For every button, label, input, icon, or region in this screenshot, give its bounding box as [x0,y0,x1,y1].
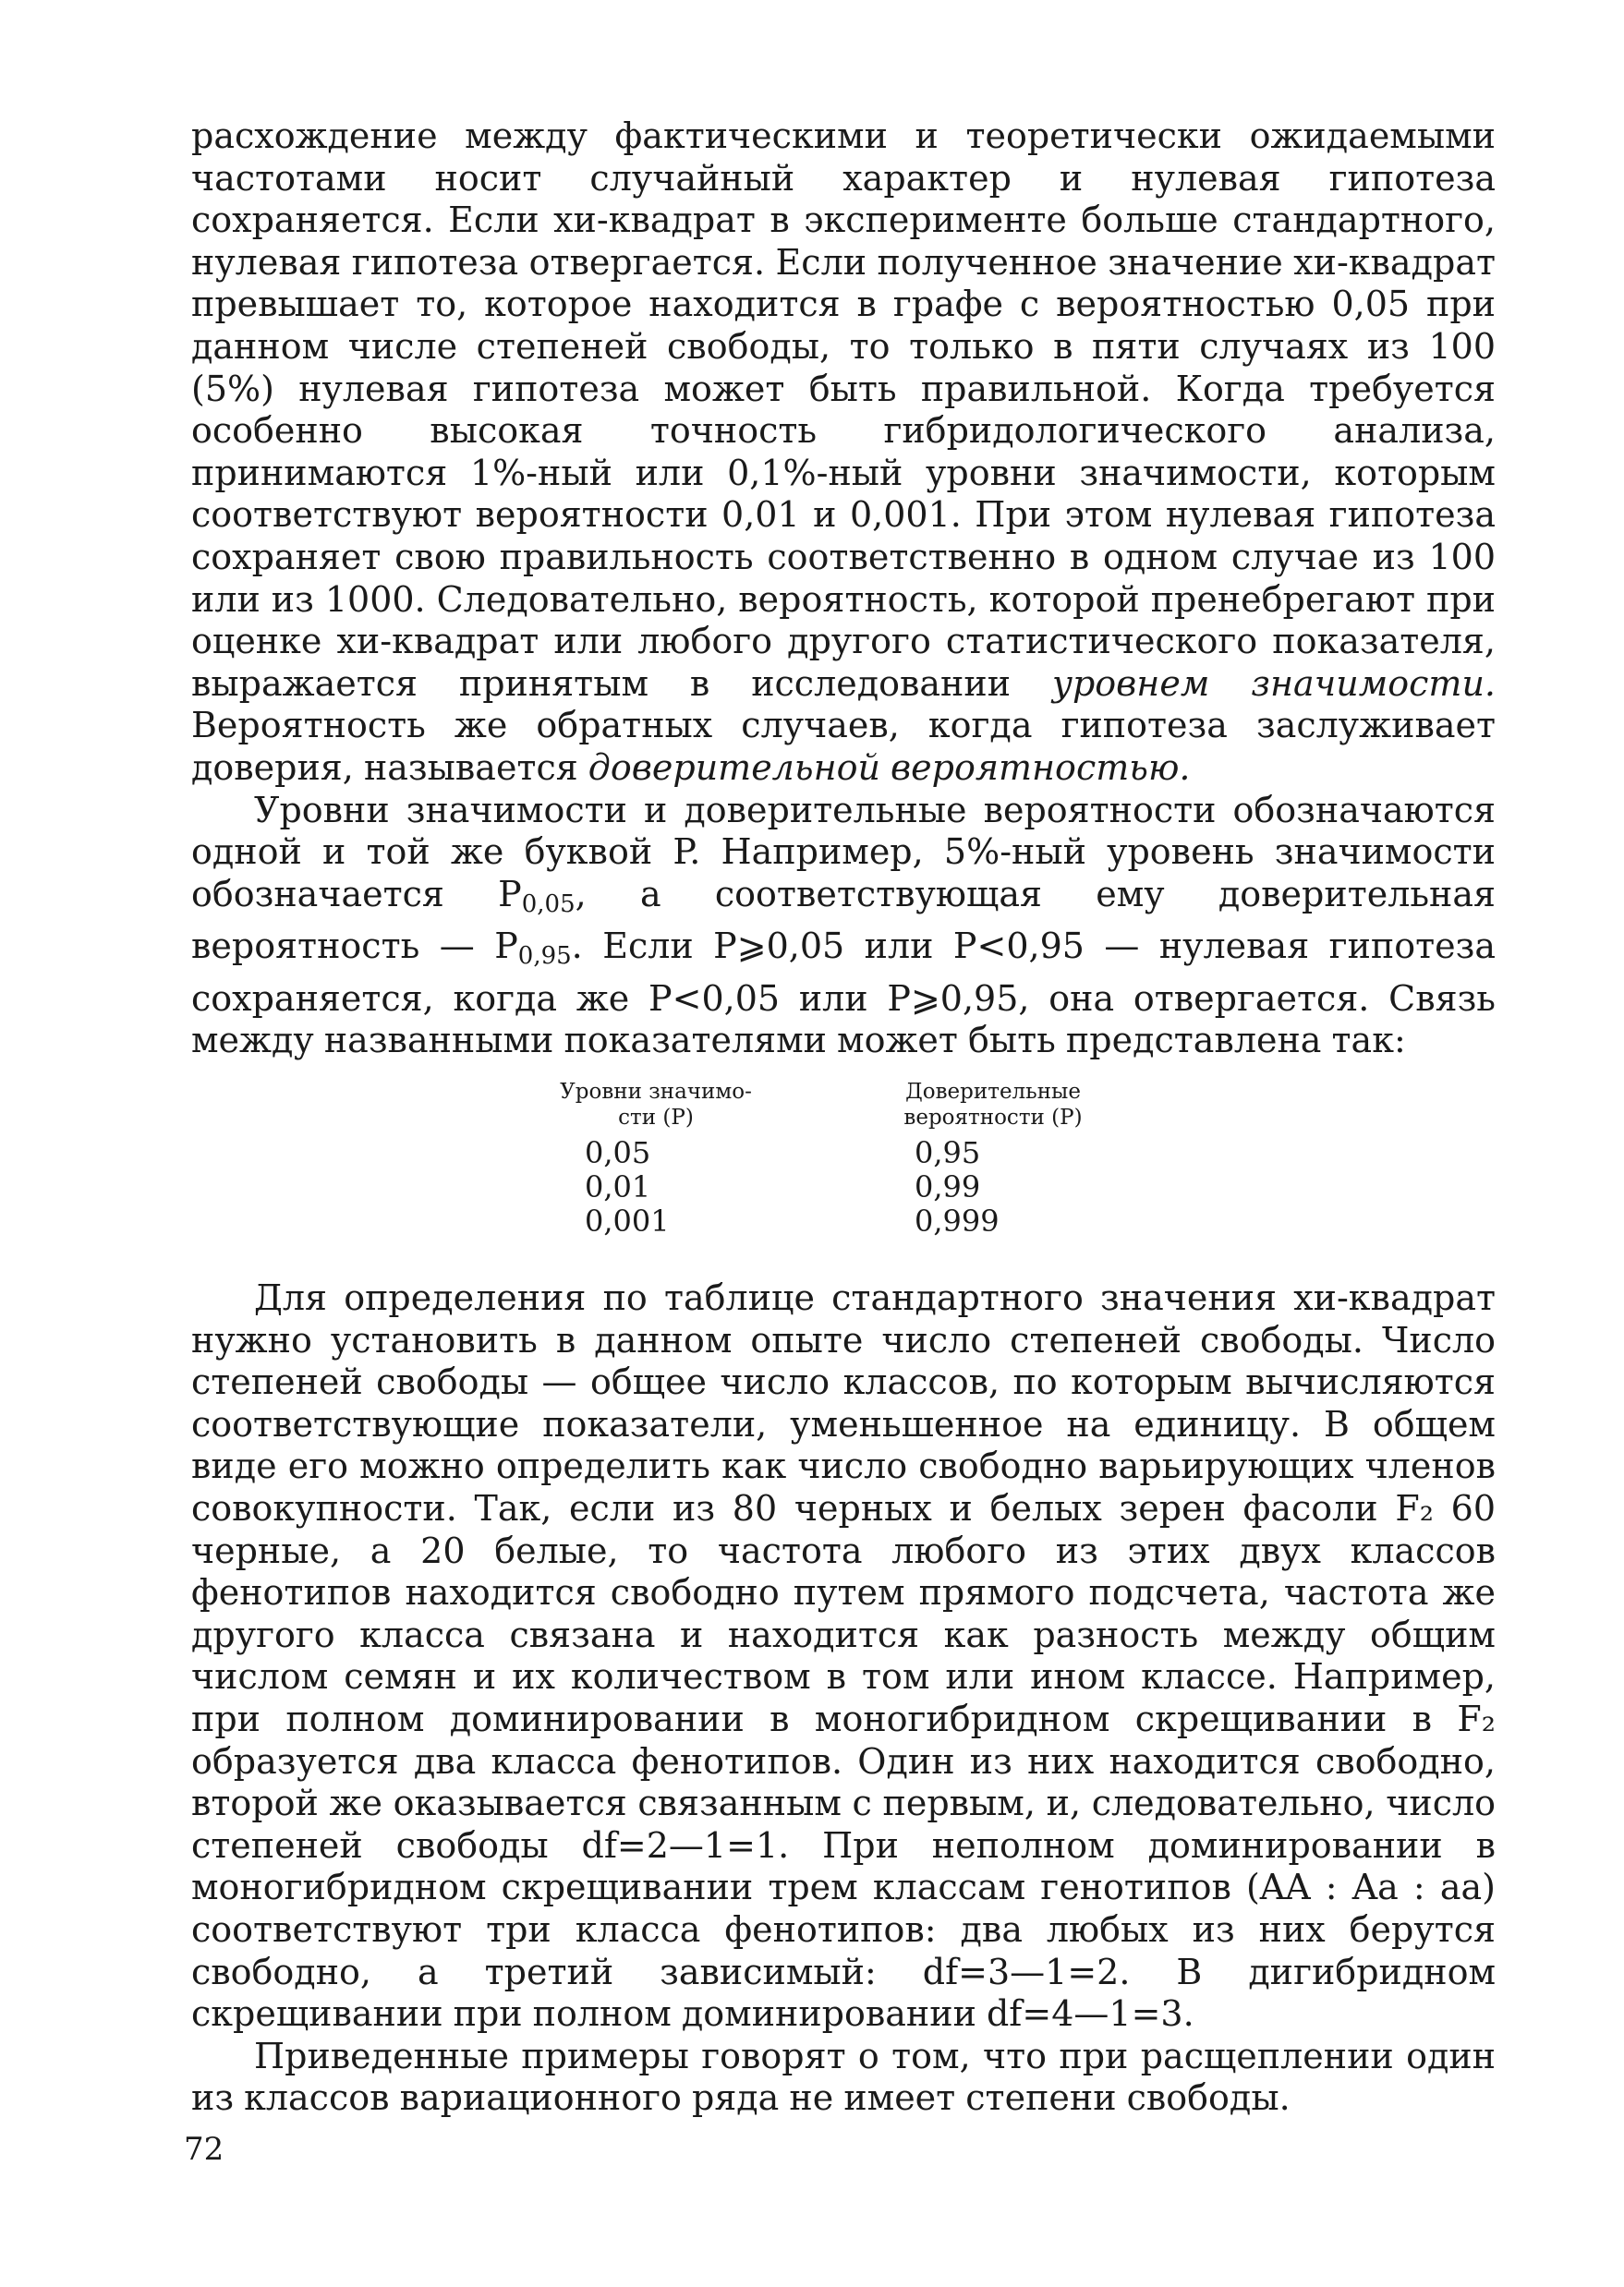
term-significance-level: уровнем значимости. [1051,662,1497,704]
table-header [522,1079,1187,1131]
table-row: 0,001 0,999 [585,1204,1000,1239]
main-text-bottom [191,1277,1496,2120]
header-confidence: Доверительные вероятности (P) [903,1080,1083,1130]
paragraph-2: Уровни значимости и доверительные вероятности обозначаются одной и той же буквой P. Например, 5%-ный уровень значимости обозначается $P_{0,05}$, а соответствующая ему доверительная вероятность — $P_{0,95}$. Если P⩾0,05 или P<0,95 — нулевая гипотеза сохраняется, когда же P<0,05 или P⩾0,95, она отвергается. Связь между названными показателями может быть представлена так: [191,789,1496,1061]
header-significance: Уровни значимо- сти (P) [560,1080,752,1130]
probability-table [522,1079,1187,1239]
paragraph-4: Приведенные примеры говорят о том, что при расщеплении один из классов вариационного ряда не имеет степени свободы. [191,2035,1496,2119]
page-number: 72 [184,2131,224,2168]
paragraph-1: расхождение между фактическими и теоретически ожидаемыми частотами носит случайный характер и нулевая гипотеза сохраняется. Если хи-квадрат в эксперименте больше стандартного, нулевая гипотеза отвергается. Если полученное значение хи-квадрат превышает то, которое находится в графе с вероятностью 0,05 при данном числе степеней свободы, то только в пяти случаях из 100 (5%) нулевая гипотеза может быть правильной. Когда требуется особенно высокая точность гибридологического анализа, принимаются 1%-ный или 0,1%-ный уровни значимости, которым соответствуют вероятности 0,01 и 0,001. При этом нулевая гипотеза сохраняет свою правильность соответственно в одном случае из 100 или из 1000. Следовательно, вероятность, которой пренебрегают при оценке хи-квадрат или любого другого статистического показателя, выражается принятым в исследовании уровнем значимости. Вероятность же обратных случаев, когда гипотеза заслуживает доверия, называется доверительной вероятностью. [191,115,1497,788]
table-row: 0,01 0,99 [585,1169,981,1204]
term-confidence-probability: доверительной вероятностью. [588,746,1191,788]
main-text-top [191,115,1496,1062]
paragraph-3: Для определения по таблице стандартного значения хи-квадрат нужно установить в данном опыте число степеней свободы. Число степеней свободы — общее число классов, по которым вычисляются соответствующие показатели, уменьшенное на единицу. В общем виде его можно определить как число свободно варьирующих членов совокупности. Так, если из 80 черных и белых зерен фасоли F₂ 60 черные, а 20 белые, то частота любого из этих двух классов фенотипов находится свободно путем прямого подсчета, частота же другого класса связана и находится как разность между общим числом семян и их количеством в том или ином классе. Например, при полном доминировании в моногибридном скрещивании в F₂ образуется два класса фенотипов. Один из них находится свободно, второй же оказывается связанным с первым, и, следовательно, число степеней свободы df=2—1=1. При неполном доминировании в моногибридном скрещивании трем классам генотипов (AA : Aa : aa) соответствуют три класса фенотипов: два любых из них берутся свободно, а третий зависимый: df=3—1=2. В дигибридном скрещивании при полном доминировании df=4—1=3. [191,1277,1496,2035]
table-row: 0,05 0,95 [585,1135,981,1170]
